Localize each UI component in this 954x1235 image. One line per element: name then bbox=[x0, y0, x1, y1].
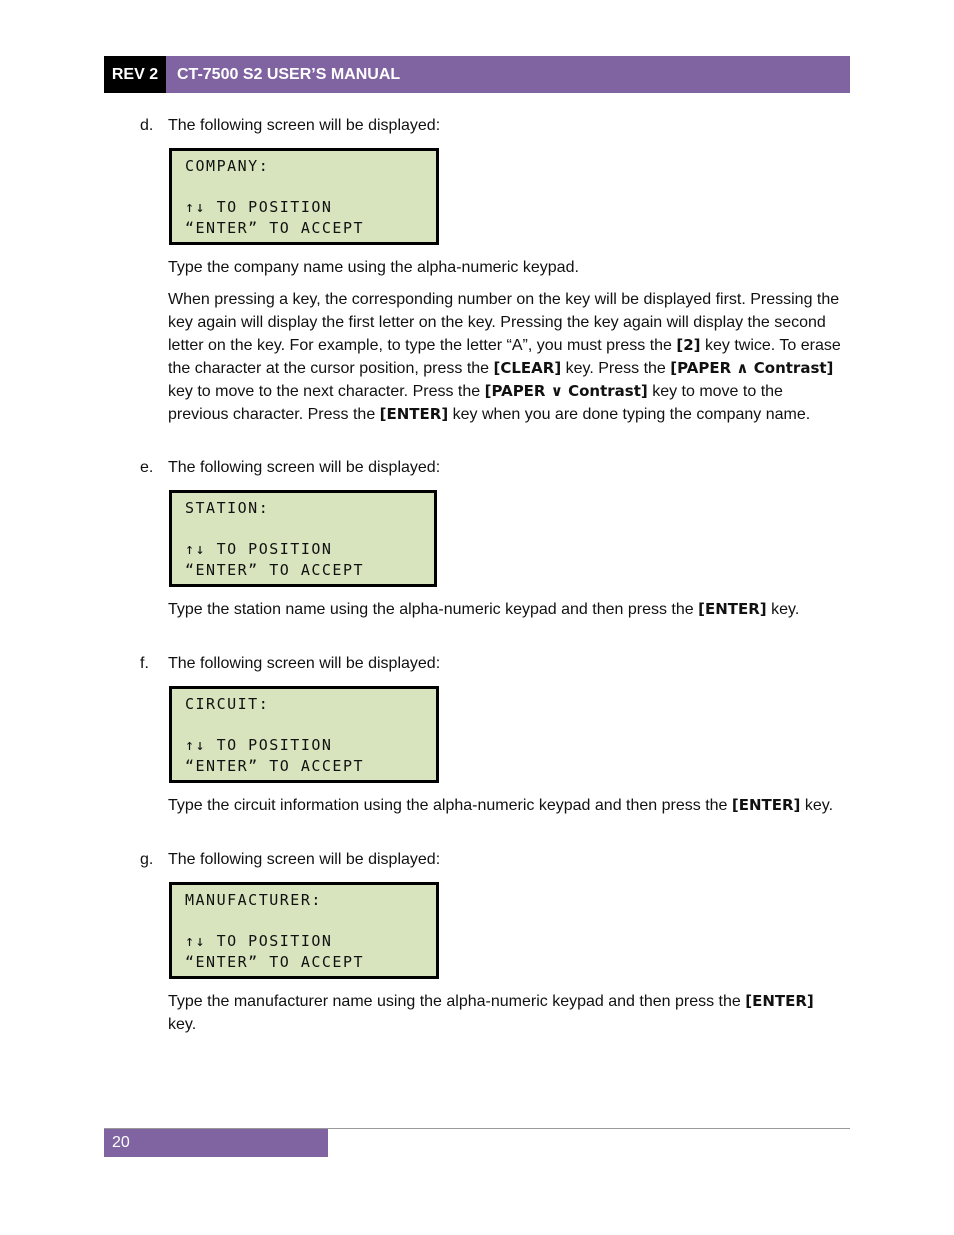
text: key to move to the previous character. Press the bbox=[168, 383, 783, 423]
key-enter: [ENTER] bbox=[379, 405, 449, 423]
text: Type the manufacturer name using the alpha-numeric keypad and then press the bbox=[168, 993, 746, 1010]
lcd-line: ↑↓ TO POSITION bbox=[185, 736, 333, 754]
step-desc-f bbox=[168, 794, 844, 817]
lcd-line: “ENTER” TO ACCEPT bbox=[185, 953, 365, 971]
step-detail-d bbox=[168, 288, 844, 426]
header-title: CT-7500 S2 USER’S MANUAL bbox=[166, 56, 850, 93]
lcd-line: ↑↓ TO POSITION bbox=[185, 932, 333, 950]
text: key. Press the bbox=[561, 360, 671, 377]
step-marker-f: f. bbox=[140, 655, 149, 672]
text: key. bbox=[168, 1016, 197, 1033]
step-lead-d: The following screen will be displayed: bbox=[168, 117, 441, 134]
step-marker-d: d. bbox=[140, 117, 154, 134]
text: key. bbox=[766, 601, 800, 618]
text: key when you are done typing the company name. bbox=[448, 406, 811, 423]
header-rev: REV 2 bbox=[104, 56, 166, 93]
step-lead-f: The following screen will be displayed: bbox=[168, 655, 441, 672]
key-enter: [ENTER] bbox=[698, 600, 767, 618]
step-desc-e bbox=[168, 598, 844, 621]
lcd-screen-station bbox=[169, 490, 437, 587]
lcd-line: ↑↓ TO POSITION bbox=[185, 198, 333, 216]
text: When pressing a key, the corresponding number on the key will be displayed first. Pressing the key again will display the first letter on the key. Pressing the key again will display the second letter on the key. For example, to type the letter “A”, you must press the bbox=[168, 291, 840, 354]
key-paper-up: [PAPER ∧ Contrast] bbox=[670, 359, 834, 377]
step-marker-e: e. bbox=[140, 459, 154, 476]
step-desc-d: Type the company name using the alpha-numeric keypad. bbox=[168, 259, 579, 276]
page-number: 20 bbox=[104, 1129, 328, 1157]
key-enter: [ENTER] bbox=[731, 796, 801, 814]
step-desc-g bbox=[168, 990, 844, 1036]
step-marker-g: g. bbox=[140, 851, 154, 868]
key-2: [2] bbox=[676, 336, 701, 354]
lcd-line: MANUFACTURER: bbox=[185, 891, 322, 909]
lcd-line: ↑↓ TO POSITION bbox=[185, 540, 333, 558]
text: key twice. To erase the character at the cursor position, press the bbox=[168, 337, 841, 377]
key-enter: [ENTER] bbox=[745, 992, 814, 1010]
text: Type the station name using the alpha-numeric keypad and then press the bbox=[168, 601, 699, 618]
lcd-screen-manufacturer bbox=[169, 882, 439, 979]
lcd-line: STATION: bbox=[185, 499, 270, 517]
lcd-line: COMPANY: bbox=[185, 157, 270, 175]
lcd-screen-company bbox=[169, 148, 439, 245]
lcd-line: “ENTER” TO ACCEPT bbox=[185, 757, 365, 775]
lcd-line: CIRCUIT: bbox=[185, 695, 270, 713]
step-lead-e: The following screen will be displayed: bbox=[168, 459, 441, 476]
text: key. bbox=[800, 797, 834, 814]
step-lead-g: The following screen will be displayed: bbox=[168, 851, 441, 868]
lcd-line: “ENTER” TO ACCEPT bbox=[185, 561, 365, 579]
lcd-line: “ENTER” TO ACCEPT bbox=[185, 219, 365, 237]
key-paper-down: [PAPER ∨ Contrast] bbox=[484, 382, 648, 400]
lcd-screen-circuit bbox=[169, 686, 439, 783]
text: key to move to the next character. Press the bbox=[168, 383, 485, 400]
key-clear: [CLEAR] bbox=[493, 359, 562, 377]
text: Type the circuit information using the alpha-numeric keypad and then press the bbox=[168, 797, 732, 814]
